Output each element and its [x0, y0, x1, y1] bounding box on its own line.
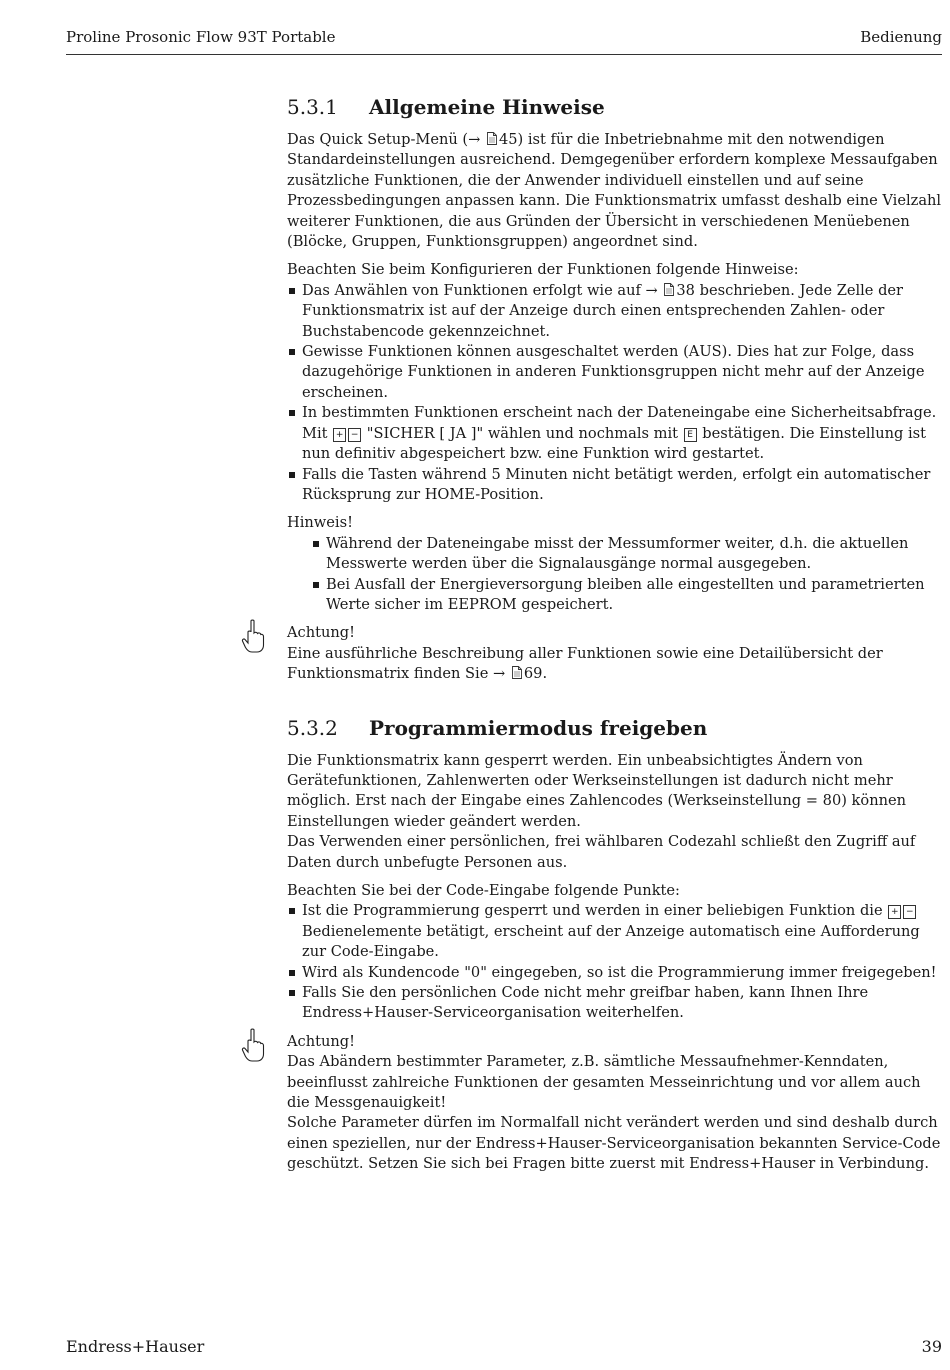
caution-text: Das Abändern bestimmter Parameter, z.B. sämtliche Messaufnehmer-Kenndaten, beeinflusst zahlreiche Funktionen der gesamten Messeinrichtung und vor allem auch die Messgenauigkeit! — [287, 1053, 921, 1112]
page-reference-number: 69 — [523, 665, 543, 683]
caution-text: Solche Parameter dürfen im Normalfall nicht verändert werden und sind deshalb durch einen speziellen, nur der Endress+Hauser-Serviceorganisation bekannten Service-Code geschützt. Setzen Sie sich bei Fragen bitte zuerst mit Endress+Hauser in Verbindung. — [287, 1114, 941, 1173]
page-header — [66, 28, 942, 55]
caution-block — [287, 623, 942, 684]
paragraph: Die Funktionsmatrix kann gesperrt werden. Ein unbeabsichtigtes Ändern von Gerätefunktionen, Zahlenwerten oder Werkseinstellungen ist dadurch nicht mehr möglich. Erst nach der Eingabe eines Zahlencodes (Werkseinstellung = 80) können Einstellungen wieder geändert werden. — [287, 751, 907, 830]
list-item — [287, 281, 942, 342]
list-item: Bei Ausfall der Energieversorgung bleiben alle eingestellten und parametrierten Werte sicher im EEPROM gespeichert. — [311, 575, 942, 616]
main-content — [287, 94, 942, 1183]
paragraph: Das Verwenden einer persönlichen, frei wählbaren Codezahl schließt den Zugriff auf Daten durch unbefugte Personen aus. — [287, 833, 916, 871]
plus-key-icon: + — [333, 428, 346, 442]
text-run: "SICHER [ JA ]" wählen und nochmals mit — [362, 424, 683, 442]
footer-brand: Endress+Hauser — [66, 1337, 205, 1356]
list-item — [287, 403, 942, 464]
section-number: 5.3.2 — [287, 715, 338, 740]
hint-list — [287, 281, 942, 505]
section-heading-5-3-2 — [287, 715, 942, 741]
text-run: Das Quick Setup-Menü (→ — [287, 131, 485, 148]
page-reference-number: 45 — [498, 131, 518, 148]
intro-paragraph — [287, 130, 942, 252]
text-run: beschrieben. Jede Zelle der Funktionsmatrix ist auf der Anzeige durch einen entsprechenden Zahlen- oder Buchstabencode gekennzeichnet. — [302, 281, 904, 340]
note-label: Hinweis! — [287, 514, 353, 532]
hint-intro: Beachten Sie bei der Code-Eingabe folgende Punkte: — [287, 882, 680, 899]
list-item: Gewisse Funktionen können ausgeschaltet werden (AUS). Dies hat zur Folge, dass dazugehörige Funktionen in anderen Funktionsgruppen nicht mehr auf der Anzeige erscheinen. — [287, 342, 942, 403]
list-item: Wird als Kundencode "0" eingegeben, so ist die Programmierung immer freigegeben! — [287, 963, 942, 983]
text-run: bestätigen. Die Einstellung ist nun definitiv abgespeichert bzw. eine Funktion wird gestartet. — [302, 424, 926, 463]
section-title: Allgemeine Hinweise — [369, 95, 605, 119]
pointing-hand-icon — [241, 619, 265, 655]
note-list — [311, 534, 942, 616]
section-number: 5.3.1 — [287, 95, 338, 119]
header-chapter: Bedienung — [860, 28, 942, 46]
page-reference-icon — [512, 666, 522, 679]
text-run: Das Anwählen von Funktionen erfolgt wie auf → — [302, 281, 663, 299]
caution-text — [287, 644, 942, 685]
enter-key-icon: E — [684, 428, 697, 442]
text-run: ) ist für die Inbetriebnahme mit den notwendigen Standardeinstellungen ausreichend. Demgegenüber erfordern komplexe Messaufgaben zusätzliche Funktionen, die der Anwender individuell einstellen und auf seine Prozessbedingungen anpassen kann. Die Funktionsmatrix umfasst deshalb eine Vielzahl weiterer Funktionen, die aus Gründen der Übersicht in verschiedenen Menüebenen (Blöcke, Gruppen, Funktionsgruppen) angeordnet sind. — [287, 131, 942, 251]
list-item: Falls Sie den persönlichen Code nicht mehr greifbar haben, kann Ihnen Ihre Endress+Hauser-Serviceorganisation weiterhelfen. — [287, 983, 942, 1024]
minus-key-icon: − — [348, 428, 361, 442]
caution-label: Achtung! — [287, 1032, 355, 1050]
list-item — [287, 901, 942, 962]
text-run: Bedienelemente betätigt, erscheint auf der Anzeige automatisch eine Aufforderung zur Code-Eingabe. — [302, 922, 920, 961]
hint-list — [287, 901, 942, 1023]
caution-block — [287, 1032, 942, 1175]
caution-label: Achtung! — [287, 624, 355, 642]
text-run: Eine ausführliche Beschreibung aller Funktionen sowie eine Detailübersicht der Funktionsmatrix finden Sie → — [287, 644, 883, 683]
plus-key-icon: + — [888, 905, 901, 919]
section-heading-5-3-1 — [287, 94, 942, 120]
page-reference-icon — [487, 132, 497, 145]
page-reference-icon — [664, 283, 674, 296]
text-run: . — [542, 665, 548, 683]
text-run: Ist die Programmierung gesperrt und werden in einer beliebigen Funktion die — [302, 902, 888, 920]
text-run: In bestimmten Funktionen erscheint nach der Dateneingabe eine Sicherheitsabfrage. Mit — [302, 404, 937, 442]
hint-intro: Beachten Sie beim Konfigurieren der Funktionen folgende Hinweise: — [287, 261, 799, 279]
minus-key-icon: − — [903, 905, 916, 919]
list-item: Während der Dateneingabe misst der Messumformer weiter, d.h. die aktuellen Messwerte werden über die Signalausgänge normal ausgegeben. — [311, 534, 942, 575]
page-reference-number: 38 — [676, 281, 695, 299]
page-number: 39 — [921, 1337, 942, 1356]
list-item: Falls die Tasten während 5 Minuten nicht betätigt werden, erfolgt ein automatischer Rücksprung zur HOME-Position. — [287, 465, 942, 506]
pointing-hand-icon — [241, 1028, 265, 1064]
section-title: Programmiermodus freigeben — [369, 715, 708, 740]
header-title: Proline Prosonic Flow 93T Portable — [66, 28, 336, 46]
